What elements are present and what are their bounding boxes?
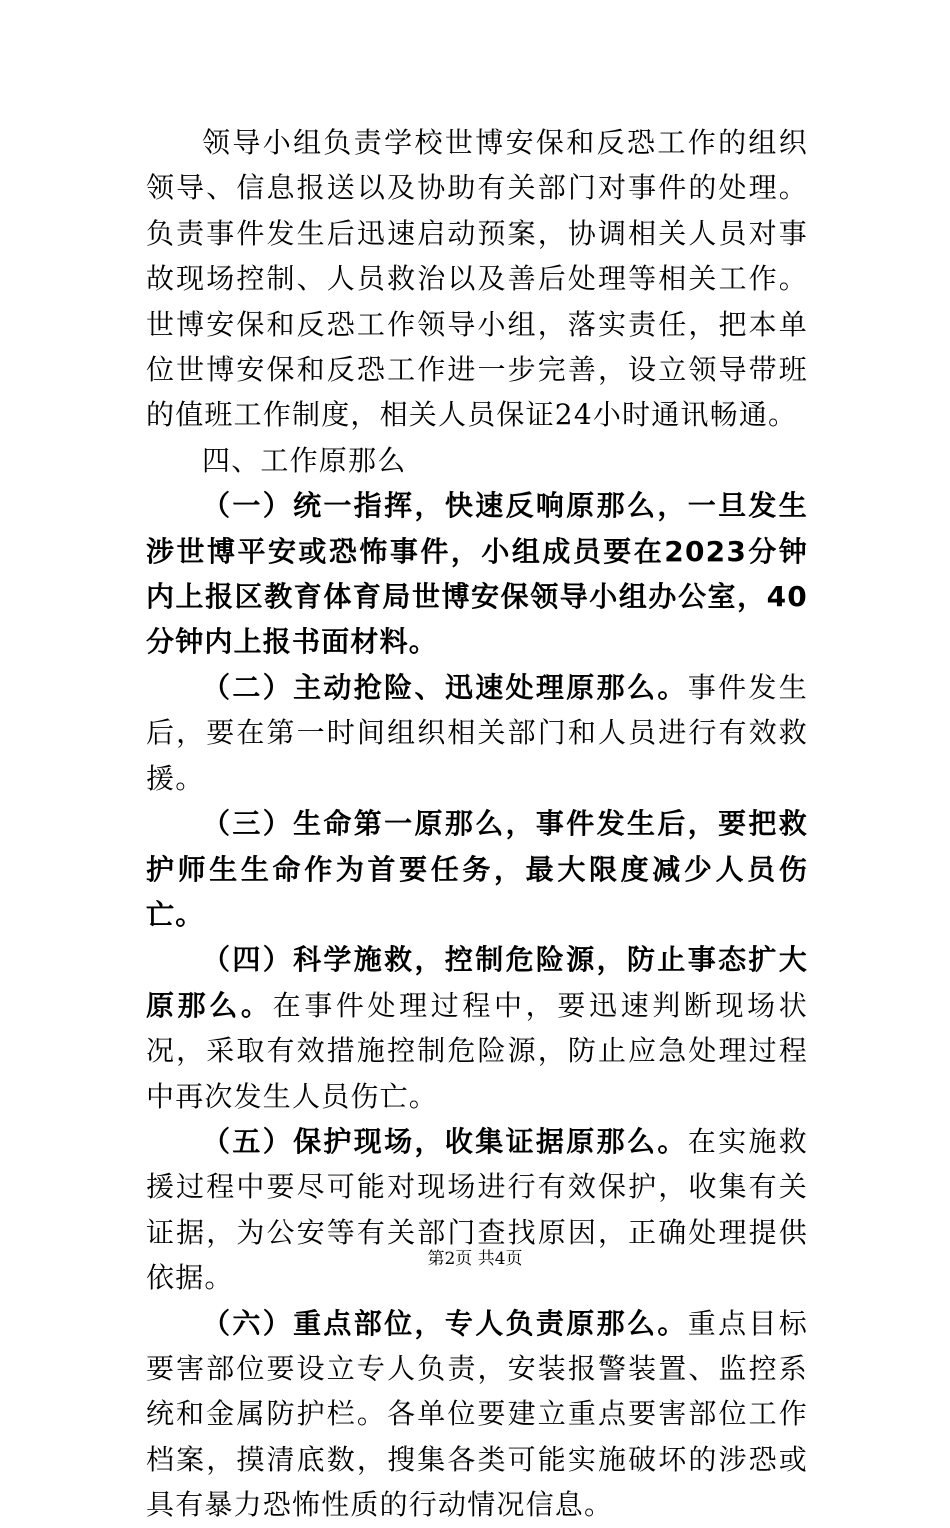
principle-5-title: （五）保护现场，收集证据原那么。 bbox=[202, 1124, 688, 1158]
principle-5 bbox=[146, 1119, 808, 1301]
principle-3 bbox=[146, 801, 808, 937]
principle-5-text: 在实施救援过程中要尽可能对现场进行有效保护，收集有关证据，为公安等有关部门查找原因，正确处理提供依据。 bbox=[146, 1124, 808, 1295]
principle-2-text: 事件发生后，要在第一时间组织相关部门和人员进行有效救援。 bbox=[146, 670, 808, 795]
principle-6-text: 重点目标要害部位要设立专人负责，安装报警装置、监控系统和金属防护栏。各单位要建立重点要害部位工作档案，摸清底数，搜集各类可能实施破坏的涉恐或具有暴力恐怖性质的行动情况信息。 bbox=[146, 1306, 808, 1522]
principle-3-title: （三）生命第一原那么，事件发生后，要把救护师生生命作为首要任务，最大限度减少人员伤亡。 bbox=[146, 807, 808, 931]
principle-1 bbox=[146, 483, 808, 665]
principle-4-text: 在事件处理过程中，要迅速判断现场状况，采取有效措施控制危险源，防止应急处理过程中再次发生人员伤亡。 bbox=[146, 988, 808, 1113]
principle-6 bbox=[146, 1301, 808, 1528]
principle-6-title: （六）重点部位，专人负责原那么。 bbox=[202, 1306, 688, 1340]
paragraph-leadership-duties: 领导小组负责学校世博安保和反恐工作的组织领导、信息报送以及协助有关部门对事件的处理。负责事件发生后迅速启动预案，协调相关人员对事故现场控制、人员救治以及善后处理等相关工作。世博安保和反恐工作领导小组，落实责任，把本单位世博安保和反恐工作进一步完善，设立领导带班的值班工作制度，相关人员保证24小时通讯畅通。 bbox=[146, 126, 808, 432]
principle-4-title: （四）科学施救，控制危险源，防止事态扩大原那么。 bbox=[146, 943, 808, 1022]
principle-1-title: （一）统一指挥，快速反响原那么，一旦发生涉世博平安或恐怖事件，小组成员要在2023分钟内上报区教育体育局世博安保领导小组办公室，40分钟内上报书面材料。 bbox=[146, 489, 808, 659]
principle-2 bbox=[146, 665, 808, 801]
section-heading-principles: 四、工作原那么 bbox=[202, 443, 407, 477]
principle-2-title: （二）主动抢险、迅速处理原那么。 bbox=[202, 670, 688, 704]
principle-4 bbox=[146, 937, 808, 1119]
document-body bbox=[146, 120, 808, 1528]
page-number-footer: 第2页 共4页 bbox=[427, 1249, 523, 1269]
